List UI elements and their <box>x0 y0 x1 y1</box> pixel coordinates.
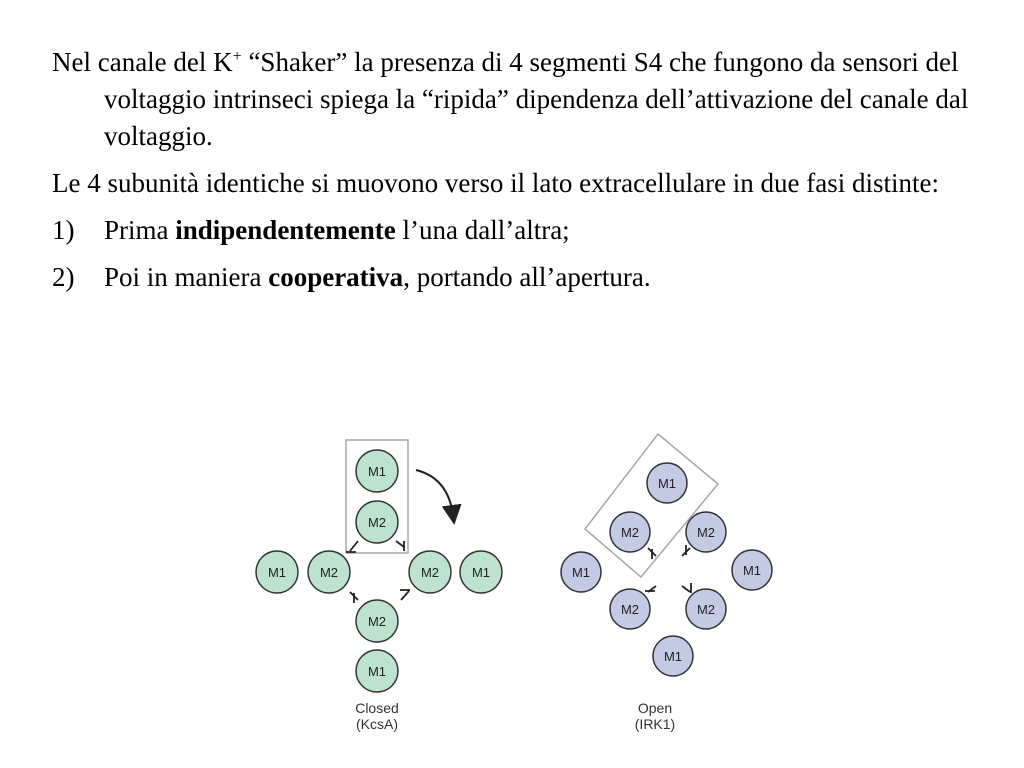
gate-tick <box>400 590 410 600</box>
gate-tick <box>350 592 358 603</box>
open-caption-line1: Open <box>637 700 673 716</box>
helix-m1 <box>356 450 398 492</box>
list-item-text-before: Poi in maniera <box>104 262 269 292</box>
helix-m1 <box>561 552 601 592</box>
helix-m1 <box>256 551 298 593</box>
closed-state-diagram <box>256 440 502 732</box>
gate-tick <box>645 586 656 592</box>
helix-label: M1 <box>571 565 591 580</box>
helix-label: M1 <box>267 565 287 580</box>
helix-label: M2 <box>696 525 716 540</box>
gate-tick <box>648 548 656 559</box>
helix-label: M2 <box>367 515 387 530</box>
helix-label: M1 <box>657 476 677 491</box>
helix-label: M2 <box>367 614 387 629</box>
helix-label: M2 <box>620 525 640 540</box>
open-gate-ticks <box>645 545 691 593</box>
potassium-charge-superscript: + <box>232 48 242 65</box>
paragraph-subunits: Le 4 subunità identiche si muovono verso il lato extracellulare in due fasi distinte: <box>52 168 940 198</box>
helix-m2 <box>409 551 451 593</box>
helix-label: M1 <box>742 563 762 578</box>
helix-m2 <box>356 600 398 642</box>
list-item-number: 2) <box>52 262 75 292</box>
closed-caption-line2: (KcsA) <box>356 716 398 732</box>
paragraph-shaker-prefix: Nel canale del K <box>52 47 233 77</box>
helix-label: M2 <box>420 565 440 580</box>
helix-label: M1 <box>663 649 683 664</box>
list-item-text-after: l’una dall’altra; <box>395 215 570 245</box>
helix-m1 <box>732 550 772 590</box>
helix-label: M2 <box>620 602 640 617</box>
helix-m2 <box>610 589 650 629</box>
helix-label: M1 <box>367 664 387 679</box>
list-item-text-after: , portando all’apertura. <box>403 262 651 292</box>
helix-m2 <box>356 501 398 543</box>
helix-m1 <box>356 650 398 692</box>
helix-m1 <box>653 636 693 676</box>
open-caption-line2: (IRK1) <box>634 716 676 732</box>
helix-m2 <box>686 512 726 552</box>
helix-label: M1 <box>471 565 491 580</box>
helix-m1 <box>460 551 502 593</box>
list-item-text-before: Prima <box>104 215 176 245</box>
closed-caption-line1: Closed <box>355 700 399 716</box>
helix-m2 <box>308 551 350 593</box>
gate-tick <box>396 541 404 551</box>
list-item-number: 1) <box>52 215 75 245</box>
list-item-bold-term: indipendentemente <box>175 215 396 245</box>
helix-label: M2 <box>319 565 339 580</box>
helix-m2 <box>610 512 650 552</box>
list-item-bold-term: cooperativa <box>268 262 404 292</box>
helix-label: M1 <box>367 464 387 479</box>
rotation-arrow <box>416 470 453 515</box>
closed-gate-ticks <box>346 541 410 603</box>
paragraph-shaker-suffix: “Shaker” la presenza di 4 segmenti S4 che fungono da sensori del voltaggio intrinseci spiega la “ripida” dipendenza dell’attivazione del canale dal voltaggio. <box>104 47 969 151</box>
helix-label: M2 <box>696 602 716 617</box>
gate-tick <box>346 541 358 552</box>
gate-tick <box>682 583 691 593</box>
gate-tick <box>682 545 690 556</box>
helix-m1 <box>647 463 687 503</box>
helix-m2 <box>686 589 726 629</box>
open-state-diagram <box>561 434 772 732</box>
